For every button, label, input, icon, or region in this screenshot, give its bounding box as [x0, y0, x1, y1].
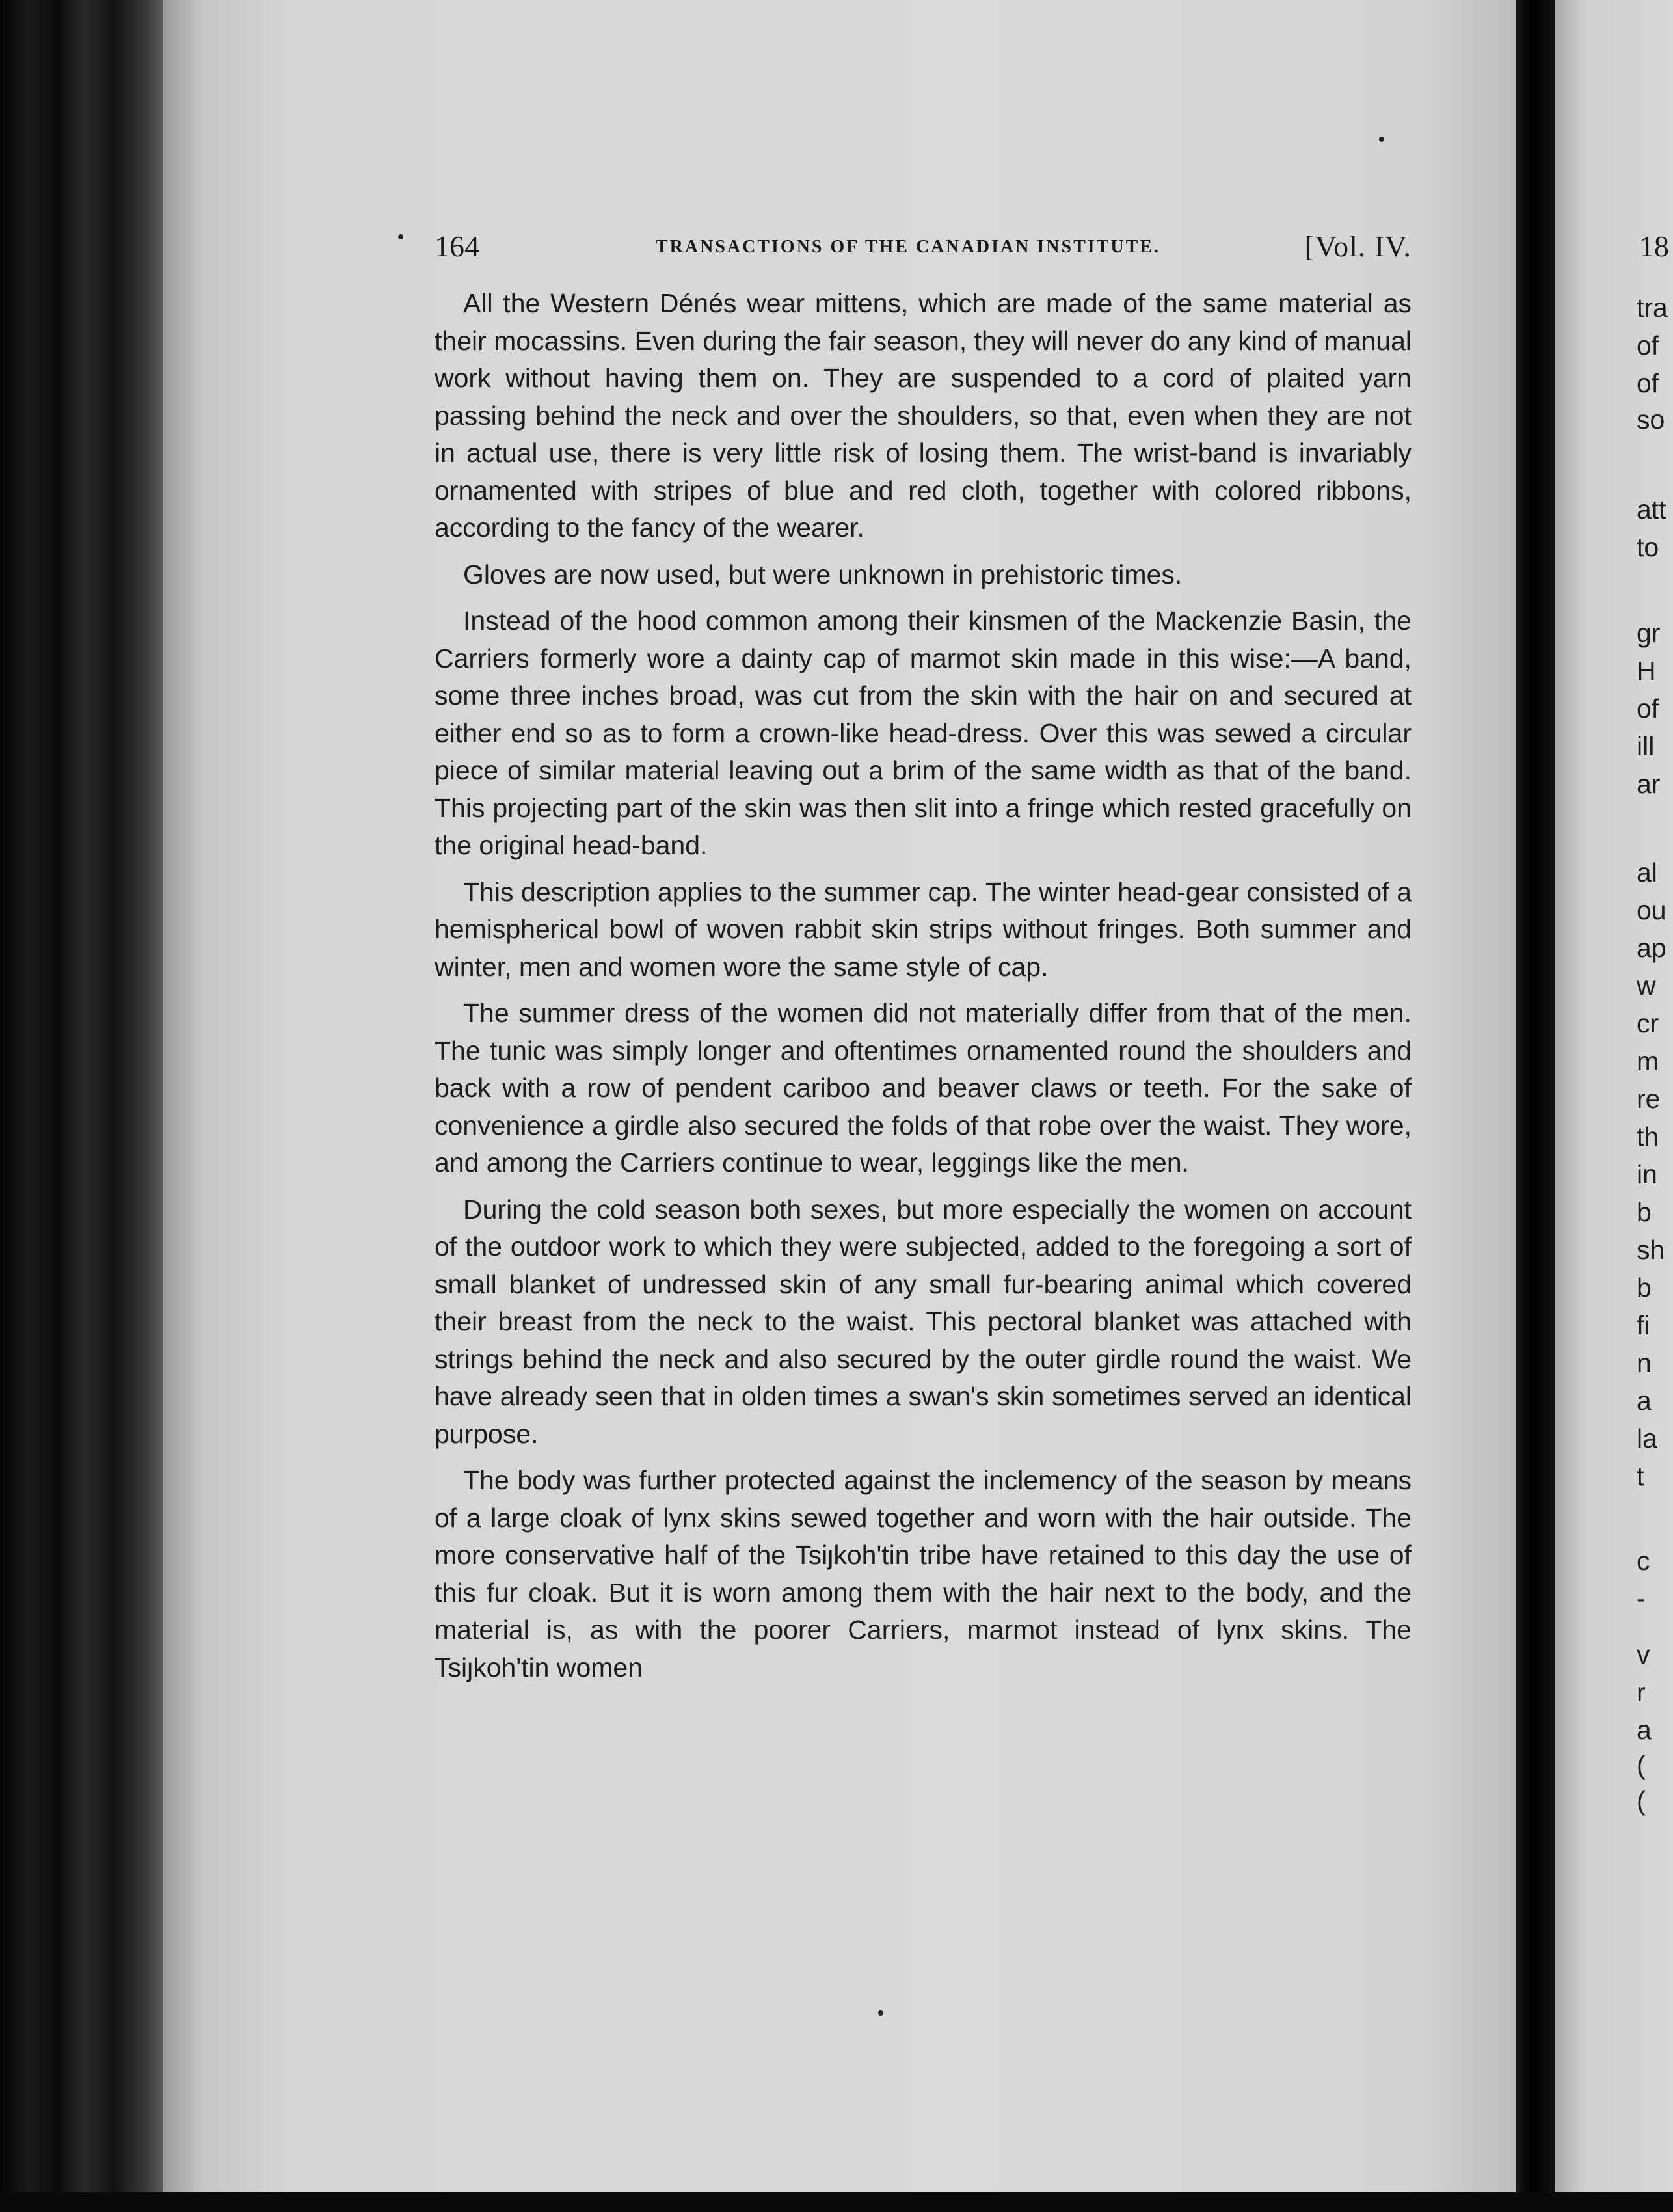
next-page-line-fragment: a [1637, 1715, 1652, 1745]
next-page-line-fragment: r [1637, 1677, 1646, 1707]
paragraph: This description applies to the summer cap. The winter head-gear consisted of a hemispherical bowl of woven rabbit skin strips without fringes. Both summer and winter, men and women wore the same style of cap. [435, 876, 1412, 982]
next-page-line-fragment: of [1637, 694, 1659, 723]
scan-speck [398, 234, 403, 239]
paragraph: All the Western Dénés wear mittens, which are made of the same material as their mocassins. Even during the fair season, they will never do any kind of manual work without having them on. They are suspended to a cord of plaited yarn passing behind the neck and over the shoulders, so that, even when they are not in actual use, there is very little risk of losing them. The wrist-band is invariably ornamented with stripes of blue and red cloth, together with colored ribbons, according to the fancy of the wearer. [435, 288, 1412, 543]
next-page-line-fragment: n [1637, 1348, 1652, 1378]
next-page-line-fragment: w [1637, 971, 1656, 1001]
next-page-line-fragment: H [1637, 656, 1656, 686]
next-page-line-fragment: ( [1637, 1750, 1646, 1780]
paragraph: Gloves are now used, but were unknown in prehistoric times. [463, 559, 1183, 589]
scan-bottom-edge [0, 2192, 1673, 2212]
next-page-line-fragment: ( [1637, 1786, 1646, 1816]
paragraph: The body was further protected against the inclemency of the season by means of a large cloak of lynx skins sewed together and worn with the hair outside. The more conservative half of the Tsiȷkoh'tin tribe have retained to this day the use of this fur cloak. But it is worn among them with the hair next to the body, and the material is, as with the poorer Carriers, marmot instead of lynx skins. The Tsiȷkoh'tin women [435, 1465, 1412, 1682]
next-page-line-fragment: v [1637, 1639, 1650, 1669]
next-page-line-fragment: c [1637, 1546, 1650, 1576]
next-page-line-fragment: m [1637, 1046, 1659, 1076]
next-page-line-fragment: b [1637, 1197, 1652, 1227]
next-page-line-fragment: tra [1637, 293, 1668, 323]
volume-label: [Vol. IV. [1304, 230, 1412, 263]
next-page-number-fragment: 18 [1639, 230, 1669, 263]
next-page-line-fragment: so [1637, 405, 1665, 435]
page-number: 164 [435, 230, 479, 263]
next-page-line-fragment: to [1637, 532, 1659, 562]
next-page-line-fragment: in [1637, 1159, 1657, 1189]
scan-speck [1379, 137, 1384, 142]
paragraph: During the cold season both sexes, but more especially the women on account of the outdoor work to which they were subjected, added to the foregoing a sort of small blanket of undressed skin of any small fur-bearing animal which covered their breast from the neck to the waist. This pectoral blanket was attached with strings behind the neck and also secured by the outer girdle round the waist. We have already seen that in olden times a swan's skin sometimes served an identical purpose. [435, 1194, 1412, 1449]
next-page-line-fragment: of [1637, 330, 1659, 360]
next-page-line-fragment: th [1637, 1122, 1659, 1152]
next-page-line-fragment: fi [1637, 1310, 1650, 1340]
book-binding-edge [0, 0, 163, 2212]
next-page-line-fragment: cr [1637, 1008, 1659, 1038]
next-page-line-fragment: gr [1637, 618, 1661, 648]
next-page-line-fragment: att [1637, 494, 1666, 524]
journal-title: TRANSACTIONS OF THE CANADIAN INSTITUTE. [656, 237, 1160, 257]
paragraph: The summer dress of the women did not materially differ from that of the men. The tunic was simply longer and oftentimes ornamented round the shoulders and back with a row of pendent cariboo and beaver claws or teeth. For the sake of convenience a girdle also secured the folds of that robe over the waist. They wore, and among the Carriers continue to wear, leggings like the men. [435, 998, 1412, 1178]
page-gutter [1516, 0, 1555, 2212]
paragraph: Instead of the hood common among their kinsmen of the Mackenzie Basin, the Carriers formerly wore a dainty cap of marmot skin made in this wise:—A band, some three inches broad, was cut from the skin with the hair on and secured at either end so as to form a crown-like head-dress. Over this was sewed a circular piece of similar material leaving out a brim of the same width as that of the band. This projecting part of the skin was then slit into a fringe which rested gracefully on the original head-band. [435, 606, 1412, 860]
next-page-line-fragment: ill [1637, 731, 1655, 761]
next-page-line-fragment: re [1637, 1084, 1661, 1114]
body-text [435, 285, 1412, 1695]
running-head [435, 229, 1412, 268]
scan-speck [878, 2010, 883, 2016]
next-page-line-fragment: al [1637, 857, 1657, 887]
next-page-line-fragment: ar [1637, 769, 1661, 799]
next-page-line-fragment: ou [1637, 895, 1666, 925]
next-page-line-fragment: sh [1637, 1235, 1665, 1265]
next-page-line-fragment: b [1637, 1273, 1652, 1302]
next-page-line-fragment: - [1637, 1584, 1646, 1613]
next-page-line-fragment: of [1637, 368, 1659, 398]
next-page-line-fragment: ap [1637, 933, 1666, 963]
next-page-line-fragment: la [1637, 1423, 1657, 1453]
next-page-line-fragment: a [1637, 1386, 1652, 1416]
next-page-line-fragment: t [1637, 1461, 1644, 1491]
